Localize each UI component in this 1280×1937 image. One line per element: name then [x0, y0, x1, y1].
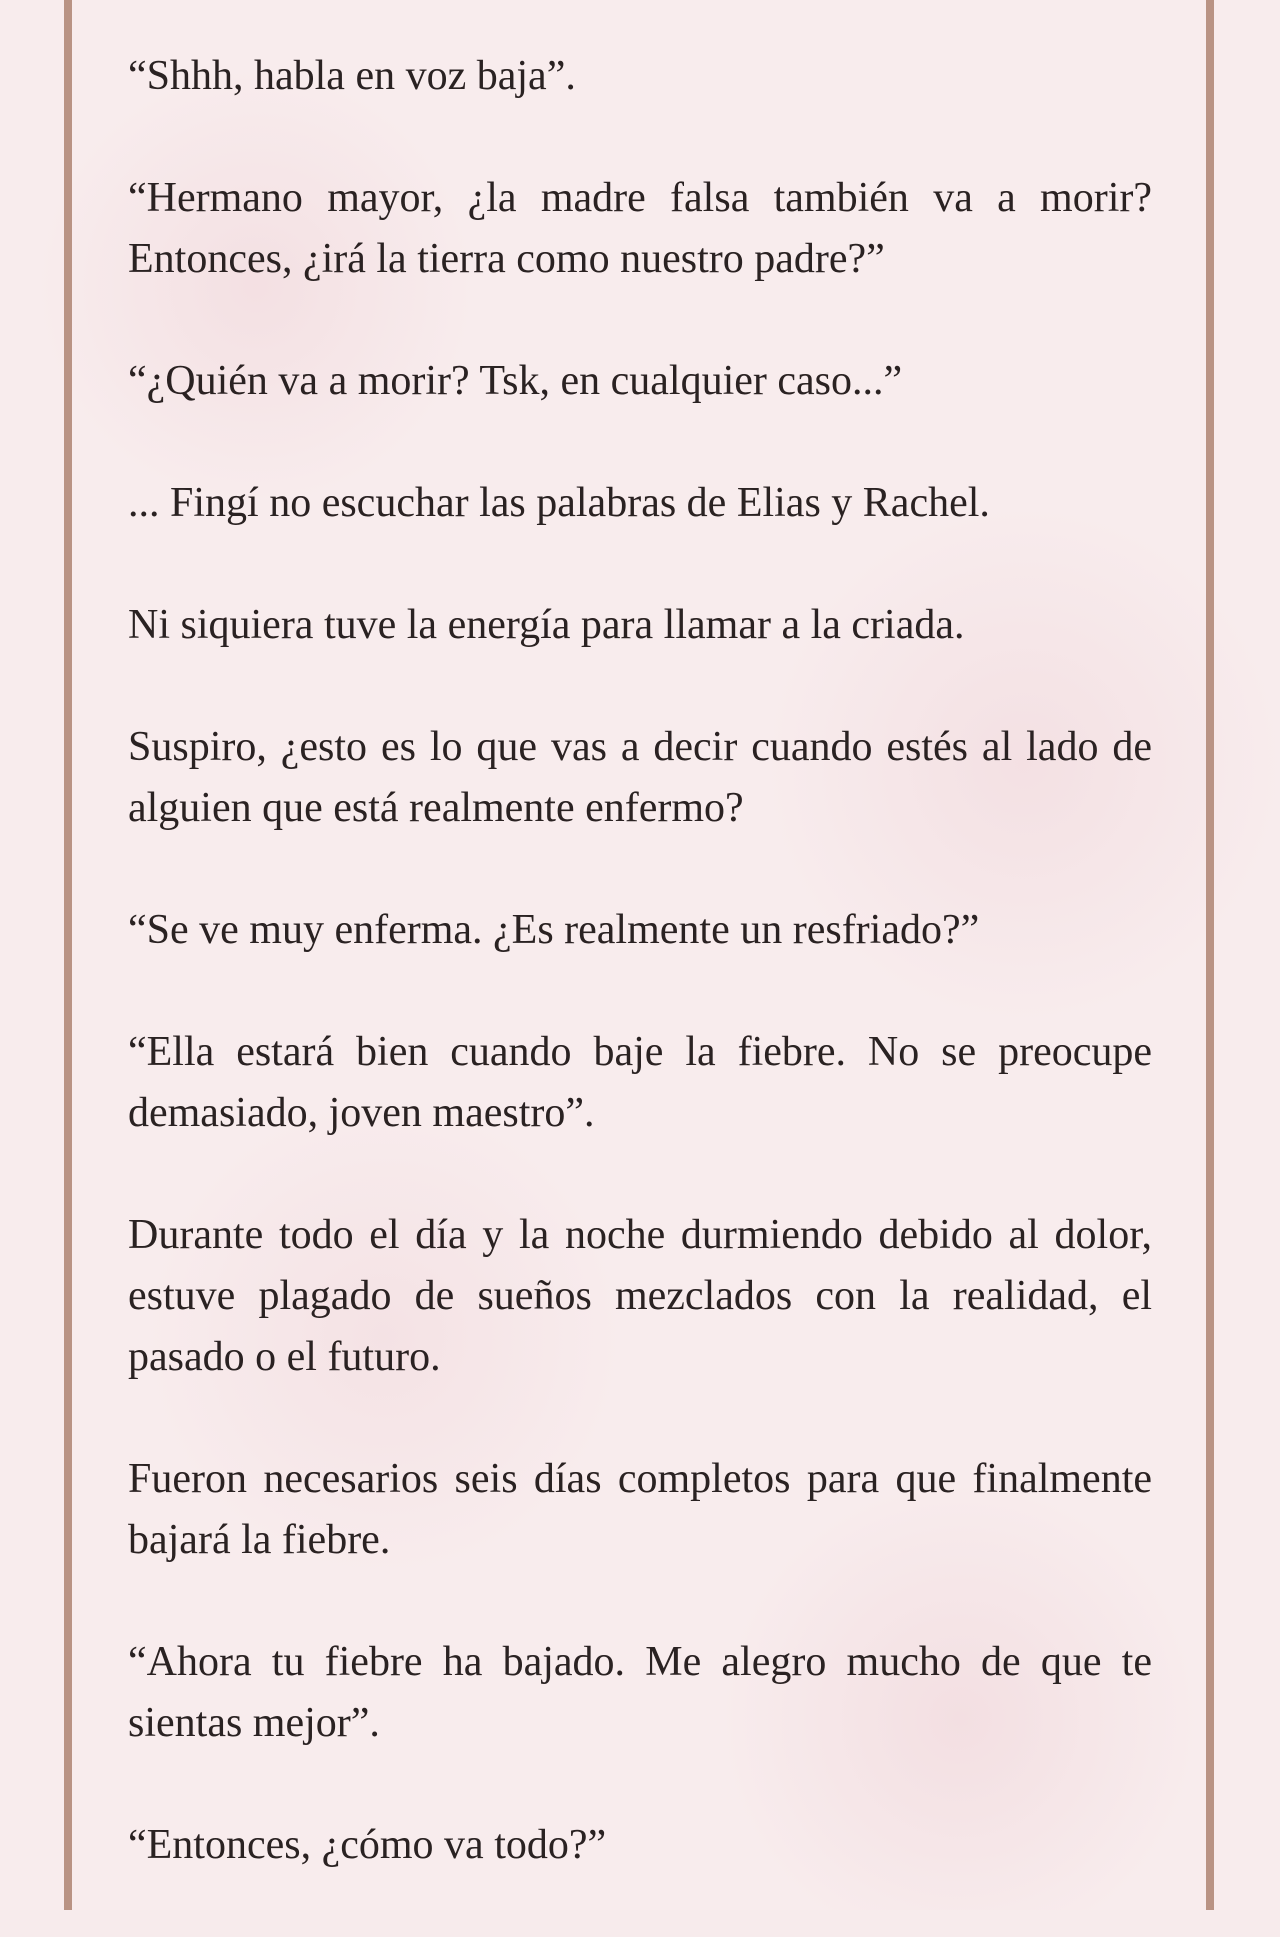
paragraph: Suspiro, ¿esto es lo que vas a decir cuando estés al lado de alguien que está realmente enfermo? — [128, 724, 1152, 831]
paragraph: “Hermano mayor, ¿la madre falsa también va a morir? Entonces, ¿irá la tierra como nuestro padre?” — [128, 175, 1152, 282]
paragraph: “Entonces, ¿cómo va todo?” — [128, 1822, 607, 1868]
paragraph: “Ella estará bien cuando baje la fiebre. No se preocupe demasiado, joven maestro”. — [128, 1029, 1152, 1136]
left-border-line — [64, 0, 72, 1910]
paragraph: “Shhh, habla en voz baja”. — [128, 53, 576, 99]
paragraph: “¿Quién va a morir? Tsk, en cualquier caso...” — [128, 358, 903, 404]
right-border-line — [1206, 0, 1214, 1910]
paragraph: Durante todo el día y la noche durmiendo debido al dolor, estuve plagado de sueños mezclados con la realidad, el pasado o el futuro. — [128, 1212, 1152, 1380]
paragraph: “Ahora tu fiebre ha bajado. Me alegro mucho de que te sientas mejor”. — [128, 1639, 1152, 1746]
story-text-column — [128, 46, 1152, 1937]
paragraph: Ni siquiera tuve la energía para llamar a la criada. — [128, 602, 965, 648]
paragraph: “Se ve muy enferma. ¿Es realmente un resfriado?” — [128, 907, 980, 953]
paragraph: Fueron necesarios seis días completos para que finalmente bajará la fiebre. — [128, 1456, 1152, 1563]
paragraph: ... Fingí no escuchar las palabras de Elias y Rachel. — [128, 480, 990, 526]
